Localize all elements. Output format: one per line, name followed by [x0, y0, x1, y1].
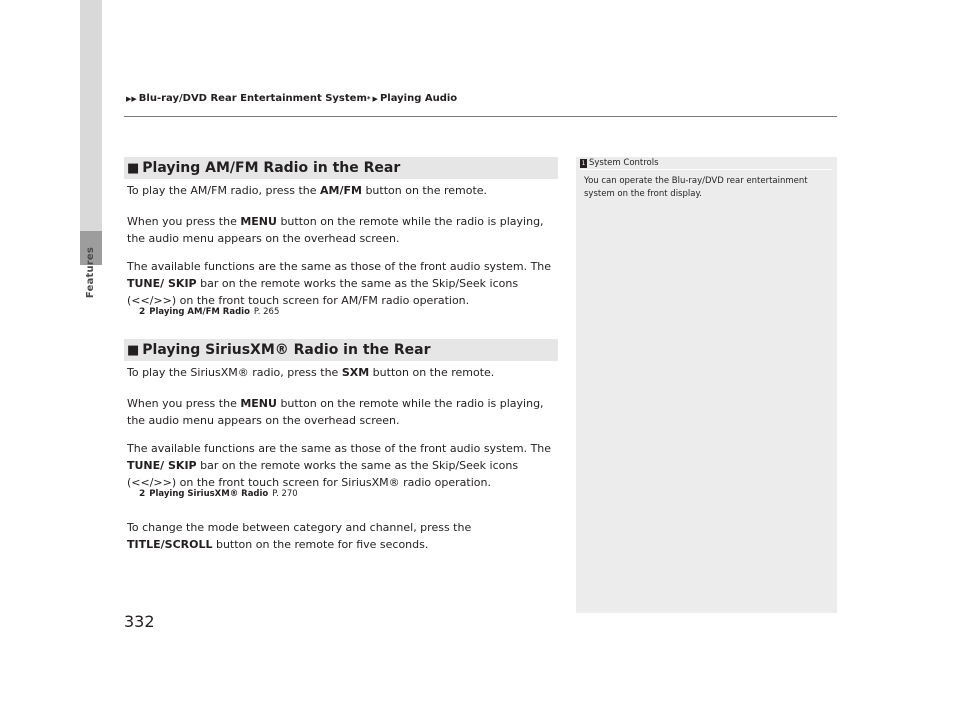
square-bullet-icon: ■ — [127, 342, 140, 358]
breadcrumb-arrow-icon: ▶ — [372, 94, 378, 103]
paragraph-siriusxm-press: To play the SiriusXM® radio, press the SXM button on the remote. — [127, 366, 495, 379]
reference-arrow-icon: 2 — [139, 489, 146, 499]
side-tab-upper — [80, 0, 102, 231]
reference-arrow-icon: 2 — [139, 307, 146, 317]
paragraph-siriusxm-mode: To change the mode between category and channel, press the TITLE/SCROLL button on the remote for five seconds. — [127, 521, 472, 551]
sidebar-note-rule — [580, 169, 832, 170]
sidebar-note-text: You can operate the Blu-ray/DVD rear entertainment system on the front display. — [584, 176, 808, 199]
paragraph-siriusxm-functions: The available functions are the same as those of the front audio system. The TUNE/ SKIP bar on the remote works the same as the Skip/Seek icons (<</>>) on the front touch screen for SiriusXM® radio operation. — [127, 442, 552, 489]
paragraph-am-fm-menu: When you press the MENU button on the remote while the radio is playing, the audio menu appears on the overhead screen. — [127, 215, 544, 245]
breadcrumb-part2[interactable]: Playing Audio — [379, 93, 458, 104]
paragraph-am-fm-functions: The available functions are the same as those of the front audio system. The TUNE/ SKIP bar on the remote works the same as the Skip/Seek icons (<</>>) on the front touch screen for AM/FM radio operation. — [127, 260, 552, 307]
section-heading-am-fm: ■ Playing AM/FM Radio in the Rear — [124, 157, 558, 179]
paragraph-am-fm-press: To play the AM/FM radio, press the AM/FM button on the remote. — [127, 184, 488, 197]
page-number: 332 — [124, 612, 155, 631]
breadcrumb — [126, 93, 457, 104]
sidebar-note-box — [576, 157, 837, 613]
side-tab-label: Features — [85, 246, 97, 298]
breadcrumb-arrow-icon: ▶▶ — [126, 94, 137, 103]
square-bullet-icon: ■ — [127, 160, 140, 176]
paragraph-siriusxm-menu: When you press the MENU button on the remote while the radio is playing, the audio menu appears on the overhead screen. — [127, 397, 544, 427]
breadcrumb-part1[interactable]: Blu-ray/DVD Rear Entertainment System — [138, 93, 367, 104]
xref-siriusxm-radio[interactable]: 2 Playing SiriusXM® Radio P. 270 — [139, 489, 298, 499]
section-heading-siriusxm: ■ Playing SiriusXM® Radio in the Rear — [124, 339, 558, 361]
sidebar-note-title: 1 System Controls — [581, 158, 659, 168]
header-rule — [124, 116, 837, 117]
breadcrumb-asterisk: * — [366, 94, 371, 103]
xref-am-fm-radio[interactable]: 2 Playing AM/FM Radio P. 265 — [139, 307, 280, 317]
note-number-icon: 1 — [581, 159, 586, 167]
